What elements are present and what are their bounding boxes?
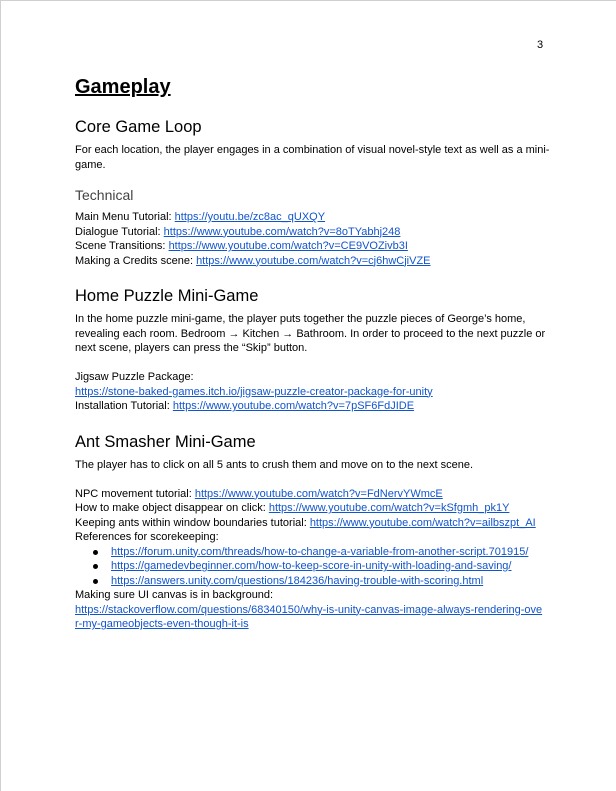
- scorekeeping-ref-link[interactable]: https://forum.unity.com/threads/how-to-change-a-variable-from-another-script.701915/: [111, 545, 529, 558]
- technical-list: [75, 210, 555, 268]
- window-boundaries-label: Keeping ants within window boundaries tutorial:: [75, 516, 310, 529]
- technical-item: [75, 225, 555, 240]
- bullet-icon: [93, 550, 98, 555]
- ant-smasher-paragraph: The player has to click on all 5 ants to crush them and move on to the next scene.: [75, 458, 474, 471]
- ui-canvas-label: Making sure UI canvas is in background:: [75, 589, 274, 601]
- heading-ant-smasher: Ant Smasher Mini-Game: [75, 432, 256, 451]
- technical-item-link[interactable]: https://www.youtube.com/watch?v=8oTYabhj248: [163, 225, 401, 238]
- technical-item-label: Making a Credits scene:: [75, 254, 197, 267]
- ui-canvas-link-continued[interactable]: r-my-gameobjects-even-though-it-is: [75, 618, 249, 630]
- npc-movement-label: NPC movement tutorial:: [75, 487, 195, 500]
- scorekeeping-ref-link[interactable]: https://gamedevbeginner.com/how-to-keep-score-in-unity-with-loading-and-saving/: [111, 560, 512, 572]
- bullet-icon: [93, 564, 98, 569]
- technical-item-label: Dialogue Tutorial:: [75, 225, 164, 238]
- page-title: Gameplay: [75, 76, 171, 98]
- scorekeeping-ref-link[interactable]: https://answers.unity.com/questions/184236/having-trouble-with-scoring.html: [111, 574, 484, 587]
- list-item: [111, 559, 555, 574]
- installation-tutorial-link[interactable]: https://www.youtube.com/watch?v=7pSF6FdJIDE: [172, 400, 415, 412]
- heading-home-puzzle: Home Puzzle Mini-Game: [75, 287, 259, 305]
- scorekeeping-refs-label: References for scorekeeping:: [75, 531, 219, 543]
- object-disappear-link[interactable]: https://www.youtube.com/watch?v=kSfgmh_pk1Y: [268, 502, 510, 514]
- technical-item-link[interactable]: https://youtu.be/zc8ac_qUXQY: [174, 211, 326, 223]
- page-number: 3: [537, 39, 544, 51]
- heading-technical: Technical: [75, 187, 134, 203]
- bullet-icon: [93, 579, 98, 584]
- technical-item: [75, 254, 555, 269]
- npc-movement-link[interactable]: https://www.youtube.com/watch?v=FdNervYWmcE: [194, 487, 443, 500]
- installation-tutorial-label: Installation Tutorial:: [75, 400, 173, 412]
- technical-item-label: Scene Transitions:: [75, 240, 169, 252]
- technical-item-link[interactable]: https://www.youtube.com/watch?v=cj6hwCjiVZE: [196, 254, 431, 267]
- technical-item-link[interactable]: https://www.youtube.com/watch?v=CE9VOZivb3I: [168, 240, 408, 252]
- installation-tutorial: [75, 399, 555, 414]
- object-disappear-tutorial: [75, 501, 555, 516]
- ui-canvas-link[interactable]: https://stackoverflow.com/questions/68340150/why-is-unity-canvas-image-always-rendering-ove: [75, 603, 543, 616]
- technical-item: [75, 239, 555, 254]
- heading-core-game-loop: Core Game Loop: [75, 118, 202, 136]
- window-boundaries-tutorial: [75, 516, 555, 531]
- npc-movement-tutorial: [75, 487, 555, 502]
- core-loop-paragraph: For each location, the player engages in a combination of visual novel-style text as well as a mini-game.: [75, 144, 550, 171]
- jigsaw-package-label: Jigsaw Puzzle Package:: [75, 371, 194, 383]
- list-item: [111, 574, 555, 589]
- window-boundaries-link[interactable]: https://www.youtube.com/watch?v=ailbszpt_AI: [309, 516, 536, 529]
- scorekeeping-refs-list: [75, 545, 555, 589]
- page-content: [75, 75, 555, 632]
- technical-item: [75, 210, 555, 225]
- list-item: [111, 545, 555, 560]
- object-disappear-label: How to make object disappear on click:: [75, 502, 269, 514]
- technical-item-label: Main Menu Tutorial:: [75, 211, 175, 223]
- home-puzzle-paragraph: In the home puzzle mini-game, the player puts together the puzzle pieces of George’s home, revealing each room. Bedroom → Kitchen → Bathroom. In order to proceed to the next puzzle or next scene, players can press the “Skip” button.: [75, 313, 546, 354]
- jigsaw-package-link[interactable]: https://stone-baked-games.itch.io/jigsaw-puzzle-creator-package-for-unity: [75, 385, 433, 398]
